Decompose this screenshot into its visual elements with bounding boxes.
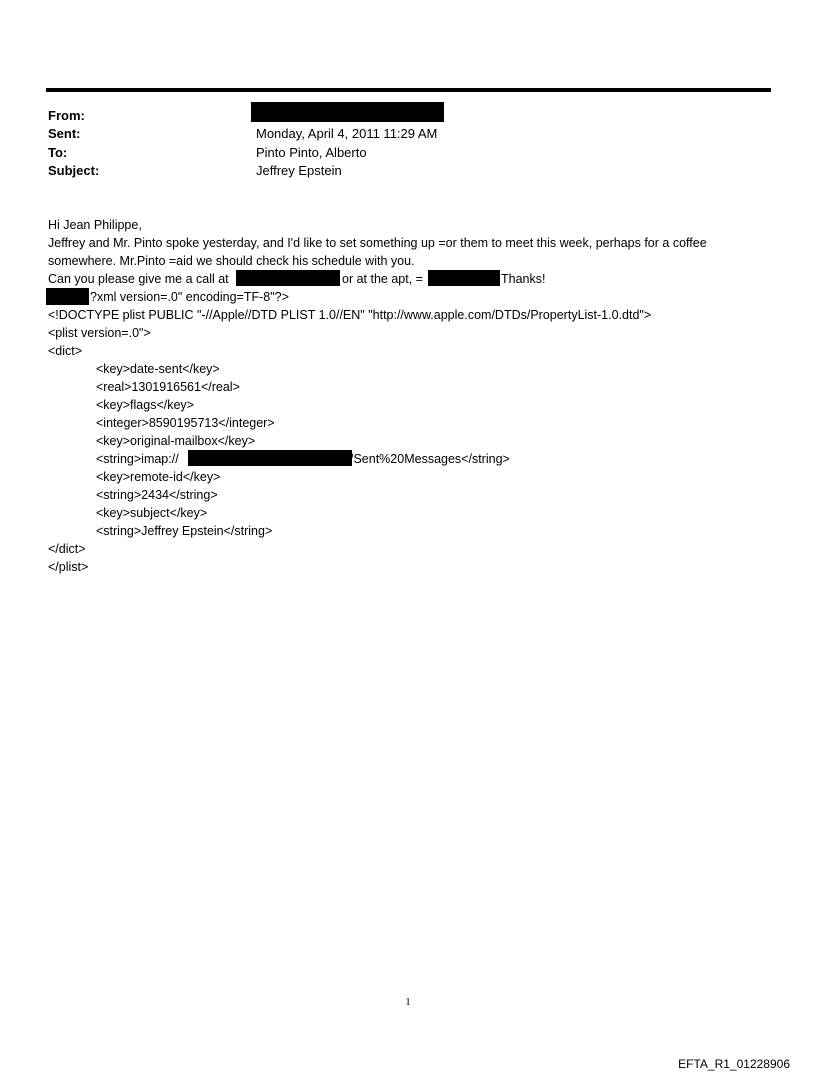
greeting: Hi Jean Philippe, — [48, 218, 142, 232]
page-number: 1 — [405, 996, 411, 1008]
from-label: From: — [48, 108, 85, 123]
thanks-text: Thanks! — [501, 272, 546, 286]
body-paragraph-line-2: somewhere. Mr.Pinto =aid we should check his schedule with you. — [48, 254, 415, 268]
apt-phone-redaction — [428, 270, 500, 286]
mailbox-redaction — [188, 450, 352, 466]
sent-label: Sent: — [48, 126, 81, 141]
key-flags: <key>flags</key> — [96, 398, 194, 412]
plist-close: </plist> — [48, 560, 89, 574]
body-paragraph-line-1: Jeffrey and Mr. Pinto spoke yesterday, and I'd like to set something up =or them to meet this week, perhaps for a coffee — [48, 236, 707, 250]
xml-declaration: ?xml version=.0" encoding=TF-8"?> — [90, 290, 289, 304]
value-subject: <string>Jeffrey Epstein</string> — [96, 524, 273, 538]
bates-number: EFTA_R1_01228906 — [678, 1057, 790, 1071]
value-date-sent: <real>1301916561</real> — [96, 380, 240, 394]
header-rule — [46, 88, 771, 92]
to-value: Pinto Pinto, Alberto — [256, 145, 367, 160]
key-subject: <key>subject</key> — [96, 506, 208, 520]
key-date-sent: <key>date-sent</key> — [96, 362, 220, 376]
to-label: To: — [48, 145, 68, 160]
phone-redaction — [236, 270, 340, 286]
key-remote-id: <key>remote-id</key> — [96, 470, 221, 484]
apt-text: or at the apt, = — [342, 272, 423, 286]
dict-open: <dict> — [48, 344, 83, 358]
value-mailbox-suffix: /Sent%20Messages</string> — [350, 452, 510, 466]
subject-value: Jeffrey Epstein — [256, 163, 342, 178]
plist-open: <plist version=.0"> — [48, 326, 151, 340]
sent-value: Monday, April 4, 2011 11:29 AM — [256, 126, 438, 141]
key-original-mailbox: <key>original-mailbox</key> — [96, 434, 256, 448]
subject-label: Subject: — [48, 163, 100, 178]
from-redaction — [251, 102, 444, 122]
value-mailbox-prefix: <string>imap:// — [96, 452, 179, 466]
xml-redaction — [46, 288, 89, 305]
doctype-line: <!DOCTYPE plist PUBLIC "-//Apple//DTD PLIST 1.0//EN" "http://www.apple.com/DTDs/PropertyList-1.0.dtd"> — [48, 308, 652, 322]
value-flags: <integer>8590195713</integer> — [96, 416, 275, 430]
dict-close: </dict> — [48, 542, 86, 556]
call-request-text: Can you please give me a call at — [48, 272, 229, 286]
value-remote-id: <string>2434</string> — [96, 488, 218, 502]
